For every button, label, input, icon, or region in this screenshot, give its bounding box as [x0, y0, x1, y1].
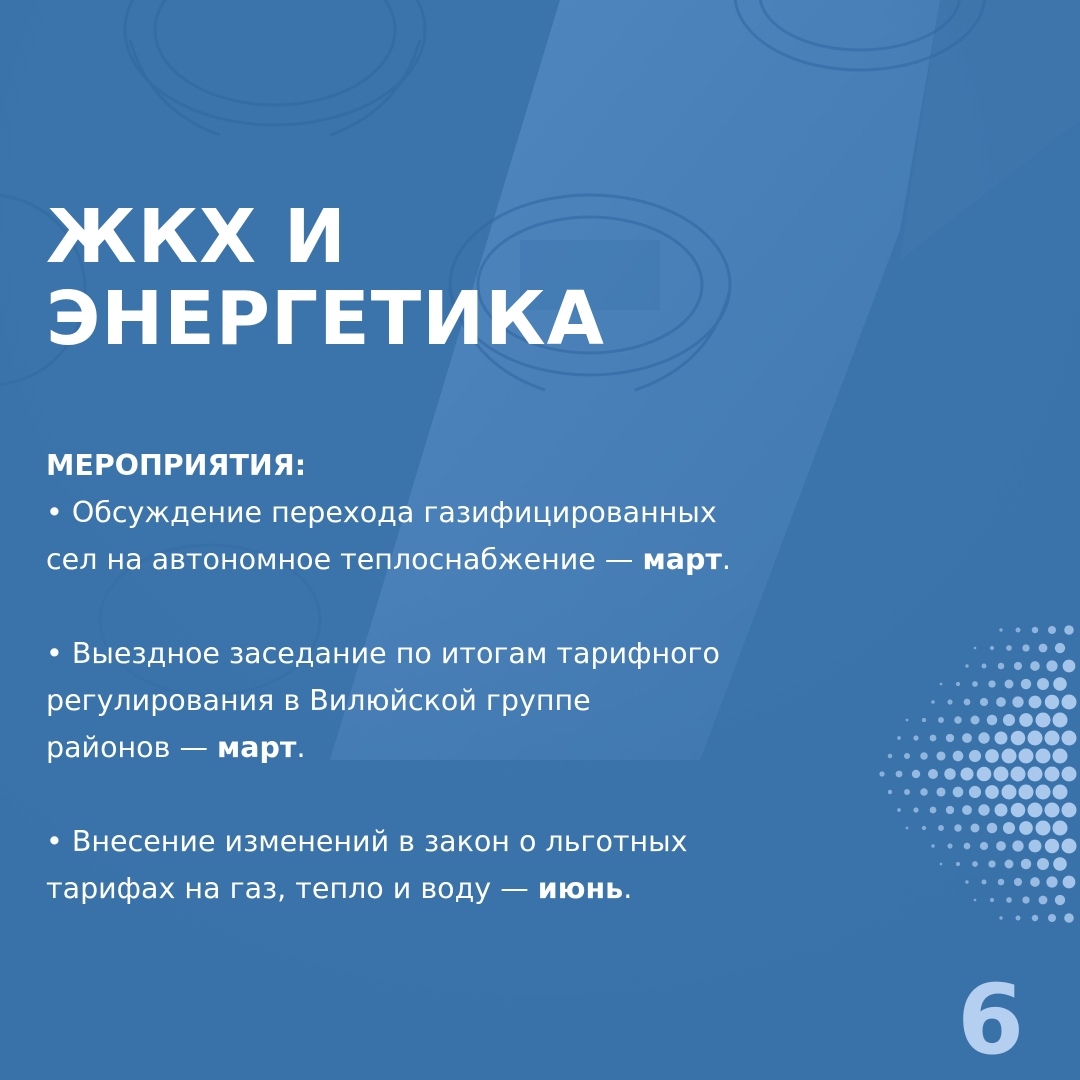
halftone-dot: [1006, 645, 1012, 651]
item-text: сел на автономное теплоснабжение —: [46, 543, 643, 576]
halftone-dot: [1019, 749, 1034, 764]
halftone-dot: [1063, 876, 1076, 889]
halftone-dot: [946, 806, 954, 814]
item-text: районов —: [46, 731, 217, 764]
halftone-dot: [981, 663, 986, 668]
halftone-dot: [980, 698, 988, 706]
halftone-dot: [1029, 696, 1042, 709]
halftone-dot: [928, 769, 938, 779]
halftone-dot: [1062, 839, 1077, 854]
halftone-dot: [1046, 660, 1057, 671]
halftone-dot: [985, 785, 999, 799]
halftone-dot: [930, 807, 937, 814]
halftone-dot: [980, 842, 988, 850]
item-date: март: [642, 543, 722, 576]
item-end: .: [721, 543, 731, 576]
halftone-dot: [974, 899, 977, 902]
halftone-dot: [931, 700, 935, 704]
halftone-dot: [1002, 785, 1017, 800]
list-item: [46, 818, 846, 912]
halftone-dot: [922, 718, 926, 722]
item-date: март: [217, 731, 297, 764]
halftone-dot: [1053, 821, 1068, 836]
halftone-dot: [954, 716, 961, 723]
halftone-dot: [913, 735, 918, 740]
halftone-dot: [904, 753, 910, 759]
halftone-dot: [1029, 840, 1042, 853]
halftone-dot: [978, 732, 989, 743]
halftone-dot: [1014, 662, 1022, 670]
item-end: .: [296, 731, 306, 764]
halftone-dot: [1045, 803, 1060, 818]
page-title: [46, 196, 605, 360]
halftone-dot: [1011, 767, 1026, 782]
halftone-dot: [1062, 767, 1077, 782]
item-end: .: [623, 872, 633, 905]
halftone-dot: [972, 681, 978, 687]
item-line: [46, 865, 846, 912]
halftone-dot: [995, 732, 1008, 745]
halftone-dot: [985, 749, 999, 763]
halftone-dot: [912, 770, 920, 778]
halftone-dot: [930, 735, 937, 742]
halftone-dot: [1028, 803, 1043, 818]
section-label: МЕРОПРИЯТИЯ:: [46, 449, 307, 482]
halftone-dot: [931, 844, 935, 848]
halftone-dot: [1045, 839, 1059, 853]
halftone-dot: [920, 788, 928, 796]
halftone-dot: [1053, 785, 1068, 800]
halftone-dot: [1064, 913, 1074, 923]
halftone-dot: [996, 841, 1006, 851]
halftone-dot: [1030, 661, 1040, 671]
halftone-dot: [896, 771, 903, 778]
halftone-dot: [1062, 731, 1077, 746]
halftone-dot: [906, 719, 909, 722]
halftone-dot: [1036, 821, 1051, 836]
halftone-dot: [1019, 713, 1033, 727]
halftone-dot: [1022, 896, 1029, 903]
halftone-dot: [954, 824, 961, 831]
halftone-dot: [1012, 840, 1023, 851]
halftone-dot: [956, 862, 960, 866]
halftone-dot: [1003, 714, 1015, 726]
halftone-dot: [1048, 626, 1056, 634]
halftone-dot: [969, 786, 981, 798]
halftone-dot: [1030, 877, 1040, 887]
halftone-dot: [904, 789, 910, 795]
halftone-dot: [1016, 628, 1021, 633]
halftone-dot: [1055, 643, 1065, 653]
list-item: [46, 630, 846, 771]
halftone-dot: [940, 863, 943, 866]
halftone-dot: [971, 824, 980, 833]
halftone-dot: [1063, 660, 1076, 673]
halftone-dot: [1036, 749, 1051, 764]
halftone-dot: [998, 663, 1005, 670]
halftone-dot: [977, 767, 992, 782]
halftone-dot: [879, 771, 884, 776]
item-line: [46, 536, 846, 583]
halftone-arrow-icon: [870, 620, 1080, 930]
halftone-dot: [1016, 916, 1021, 921]
halftone-dot: [1002, 749, 1017, 764]
halftone-dot: [1048, 914, 1056, 922]
halftone-dot: [1005, 680, 1014, 689]
halftone-dot: [1062, 803, 1077, 818]
halftone-dot: [962, 805, 972, 815]
halftone-dot: [1039, 644, 1048, 653]
halftone-dot: [998, 879, 1005, 886]
halftone-dot: [953, 787, 964, 798]
halftone-dot: [888, 754, 892, 758]
item-line: • Обсуждение перехода газифицированных: [46, 496, 717, 529]
halftone-dot: [1045, 695, 1059, 709]
halftone-dot: [1028, 731, 1043, 746]
halftone-dot: [1046, 876, 1057, 887]
halftone-dot: [988, 860, 995, 867]
page-number: 6: [957, 964, 1024, 1076]
halftone-dot: [969, 750, 981, 762]
halftone-dot: [964, 699, 971, 706]
halftone-dot: [1039, 896, 1048, 905]
halftone-dot: [897, 808, 901, 812]
halftone-dot: [1032, 915, 1038, 921]
halftone-dot: [1064, 625, 1074, 635]
halftone-dot: [987, 823, 998, 834]
halftone-dot: [888, 790, 892, 794]
halftone-dot: [944, 768, 955, 779]
item-date: июнь: [537, 872, 624, 905]
halftone-dot: [947, 843, 952, 848]
halftone-dot: [946, 734, 954, 742]
halftone-dot: [1011, 731, 1025, 745]
halftone-dot: [1003, 822, 1015, 834]
halftone-dot: [974, 647, 977, 650]
halftone-dot: [1006, 897, 1012, 903]
halftone-dot: [1014, 878, 1022, 886]
halftone-dot: [995, 804, 1008, 817]
halftone-dot: [897, 736, 901, 740]
halftone-dot: [1053, 677, 1067, 691]
halftone-dot: [971, 716, 980, 725]
halftone-dot: [965, 664, 968, 667]
halftone-dot: [913, 807, 918, 812]
halftone-dot: [1036, 713, 1051, 728]
item-text: тарифах на газ, тепло и воду —: [46, 872, 538, 905]
halftone-dot: [960, 767, 973, 780]
halftone-dot: [1019, 785, 1034, 800]
halftone-dot: [1055, 895, 1065, 905]
halftone-dot: [920, 752, 928, 760]
halftone-dot: [1022, 644, 1029, 651]
halftone-dot: [1037, 678, 1049, 690]
halftone-dot: [1011, 803, 1025, 817]
halftone-dot: [990, 898, 994, 902]
halftone-dot: [1032, 627, 1038, 633]
halftone-dot: [981, 879, 986, 884]
halftone-dot: [1045, 767, 1060, 782]
halftone-dot: [965, 880, 968, 883]
halftone-dot: [987, 715, 998, 726]
item-line: [46, 724, 846, 771]
halftone-dot: [962, 733, 972, 743]
halftone-dot: [1021, 679, 1031, 689]
halftone-dot: [1053, 713, 1068, 728]
halftone-dot: [938, 825, 944, 831]
item-line: регулирования в Вилюйской группе: [46, 684, 591, 717]
halftone-dot: [936, 787, 945, 796]
halftone-dot: [906, 827, 909, 830]
halftone-dot: [947, 699, 952, 704]
halftone-dot: [972, 861, 978, 867]
halftone-dot: [940, 683, 943, 686]
halftone-dot: [1053, 749, 1068, 764]
halftone-dot: [1053, 857, 1067, 871]
halftone-dot: [938, 717, 944, 723]
title-line-2: ЭНЕРГЕТИКА: [46, 276, 605, 362]
item-line: • Внесение изменений в закон о льготных: [46, 825, 688, 858]
halftone-dot: [978, 804, 989, 815]
halftone-dot: [988, 680, 995, 687]
halftone-dot: [1036, 785, 1051, 800]
halftone-dot: [996, 697, 1006, 707]
halftone-dot: [953, 751, 964, 762]
list-item: [46, 489, 846, 583]
item-line: • Выездное заседание по итогам тарифного: [46, 637, 720, 670]
halftone-dot: [964, 843, 971, 850]
halftone-dot: [994, 767, 1009, 782]
halftone-dot: [1012, 696, 1023, 707]
halftone-dot: [936, 751, 945, 760]
halftone-dot: [1019, 821, 1033, 835]
halftone-dot: [1028, 767, 1043, 782]
halftone-dot: [1021, 859, 1031, 869]
halftone-dot: [1045, 731, 1060, 746]
halftone-dot: [990, 646, 994, 650]
halftone-dot: [1062, 695, 1077, 710]
halftone-dot: [1005, 860, 1014, 869]
halftone-dot: [999, 916, 1002, 919]
halftone-dot: [999, 628, 1002, 631]
halftone-dot: [956, 682, 960, 686]
events-section: [46, 442, 846, 959]
halftone-dot: [1037, 858, 1049, 870]
halftone-dot: [922, 826, 926, 830]
title-line-1: ЖКХ И: [46, 194, 347, 280]
